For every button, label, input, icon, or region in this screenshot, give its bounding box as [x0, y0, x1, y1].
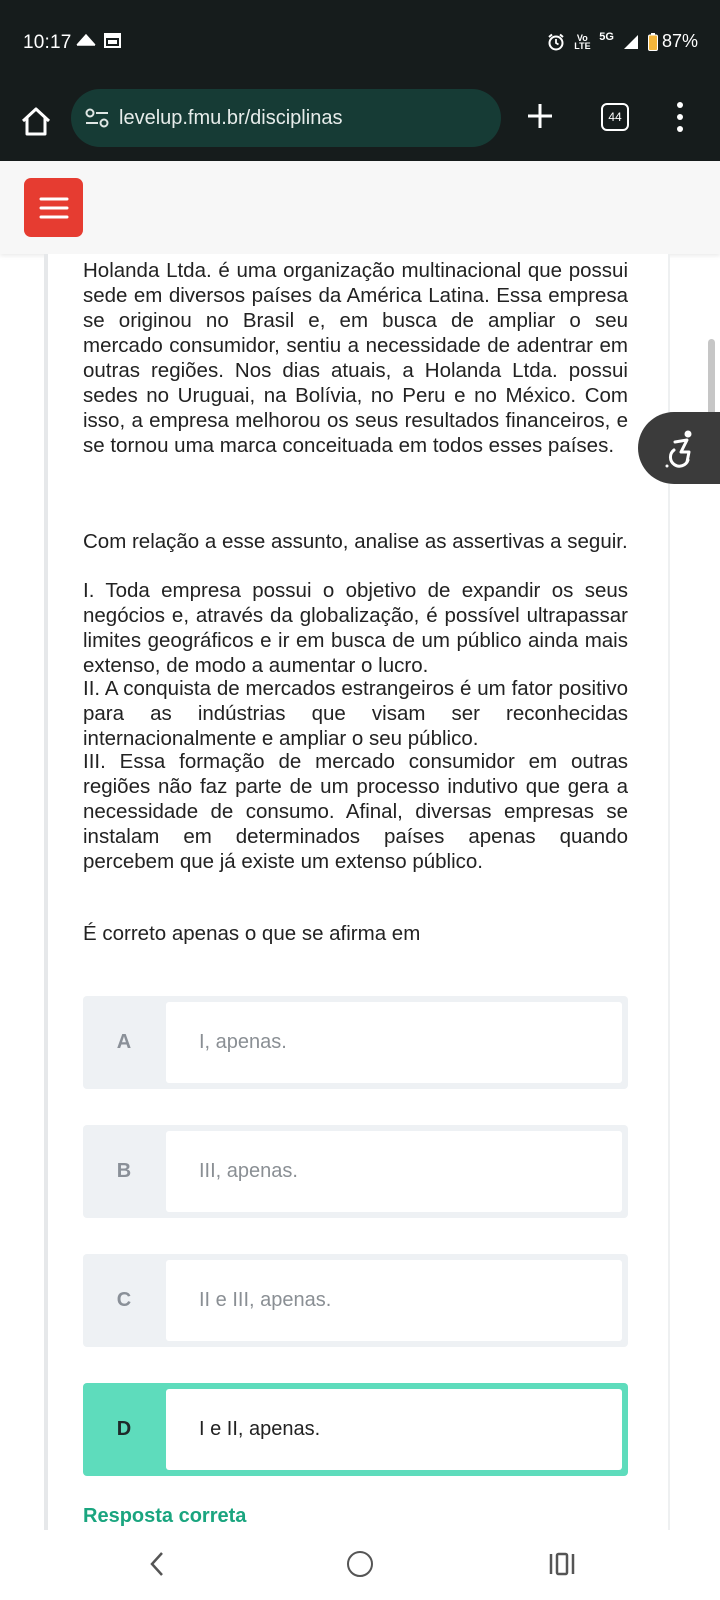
question-context: Holanda Ltda. é uma organização multinacional que possui sede em diversos países da América Latina. Essa empresa se originou no Brasil e, em busca de ampliar o seu mercado consumidor, sentiu a necessidade de adentrar em outras regiões. Nos dias atuais, a Holanda Ltda. possui sedes no Uruguai, na Bolívia, no Peru e no México. Com isso, a empresa melhorou os seus resultados financeiros, e se tornou uma marca conceituada em todos esses países.: [83, 259, 628, 457]
volte-indicator: Vo LTE: [574, 32, 591, 51]
option-text: II e III, apenas.: [166, 1260, 622, 1341]
battery-percent: 87%: [661, 31, 698, 51]
recent-apps-icon[interactable]: [549, 1550, 575, 1578]
browser-toolbar: [0, 88, 720, 161]
accessibility-icon: [661, 428, 701, 468]
option-a[interactable]: [83, 996, 628, 1089]
option-letter: C: [116, 1289, 132, 1311]
back-icon[interactable]: [146, 1550, 168, 1578]
option-letter: D: [116, 1418, 132, 1440]
signal-icon: [623, 34, 639, 50]
system-indicators: [547, 31, 698, 52]
tab-count: 44: [608, 110, 622, 124]
alarm-icon: [547, 33, 565, 51]
system-nav-bar: [0, 1530, 720, 1600]
site-settings-icon[interactable]: [84, 107, 110, 129]
network-type: 5G: [599, 30, 614, 43]
option-text: III, apenas.: [166, 1131, 622, 1212]
new-tab-icon[interactable]: [525, 101, 555, 131]
app-header: [0, 161, 720, 254]
status-bar: [0, 0, 720, 88]
option-text: I, apenas.: [166, 1002, 622, 1083]
url-text[interactable]: levelup.fmu.br/disciplinas: [119, 106, 343, 129]
option-letter: B: [116, 1160, 132, 1182]
home-nav-icon[interactable]: [347, 1551, 373, 1577]
accessibility-button[interactable]: [638, 412, 720, 484]
notification-icons: [76, 32, 121, 48]
address-bar[interactable]: [71, 89, 501, 147]
more-options-icon[interactable]: [675, 101, 685, 133]
calendar-notification-icon: [104, 32, 121, 48]
main-content: [0, 254, 720, 1530]
tab-switcher-button[interactable]: [601, 103, 629, 131]
battery-icon: [648, 33, 658, 51]
hamburger-icon: [39, 196, 69, 220]
status-time: 10:17: [23, 32, 72, 53]
option-c[interactable]: [83, 1254, 628, 1347]
correct-answer-label: Resposta correta: [83, 1505, 247, 1527]
assertion-1: I. Toda empresa possui o objetivo de expandir os seus negócios e, através da globalização, é possível ultrapassar limites geográficos e ir em busca de um público ainda mais extenso, de modo a aumentar o lucro.: [83, 579, 628, 677]
question-instruction: É correto apenas o que se afirma em: [83, 922, 421, 945]
menu-button[interactable]: [24, 178, 83, 237]
home-icon[interactable]: [18, 104, 54, 140]
option-text: I e II, apenas.: [166, 1389, 622, 1470]
notification-app-icon: [76, 32, 96, 48]
assertion-3: III. Essa formação de mercado consumidor em outras regiões não faz parte de um processo indutivo que gera a necessidade de consumo. Afinal, diversas empresas se instalam em determinados países apenas quando percebem que já existe um extenso público.: [83, 750, 628, 873]
question-prompt: Com relação a esse assunto, analise as assertivas a seguir.: [83, 530, 628, 553]
option-letter: A: [116, 1031, 132, 1053]
assertion-2: II. A conquista de mercados estrangeiros é um fator positivo para as indústrias que visam ser reconhecidas internacionalmente e ampliar o seu público.: [83, 677, 628, 750]
option-d[interactable]: [83, 1383, 628, 1476]
option-b[interactable]: [83, 1125, 628, 1218]
